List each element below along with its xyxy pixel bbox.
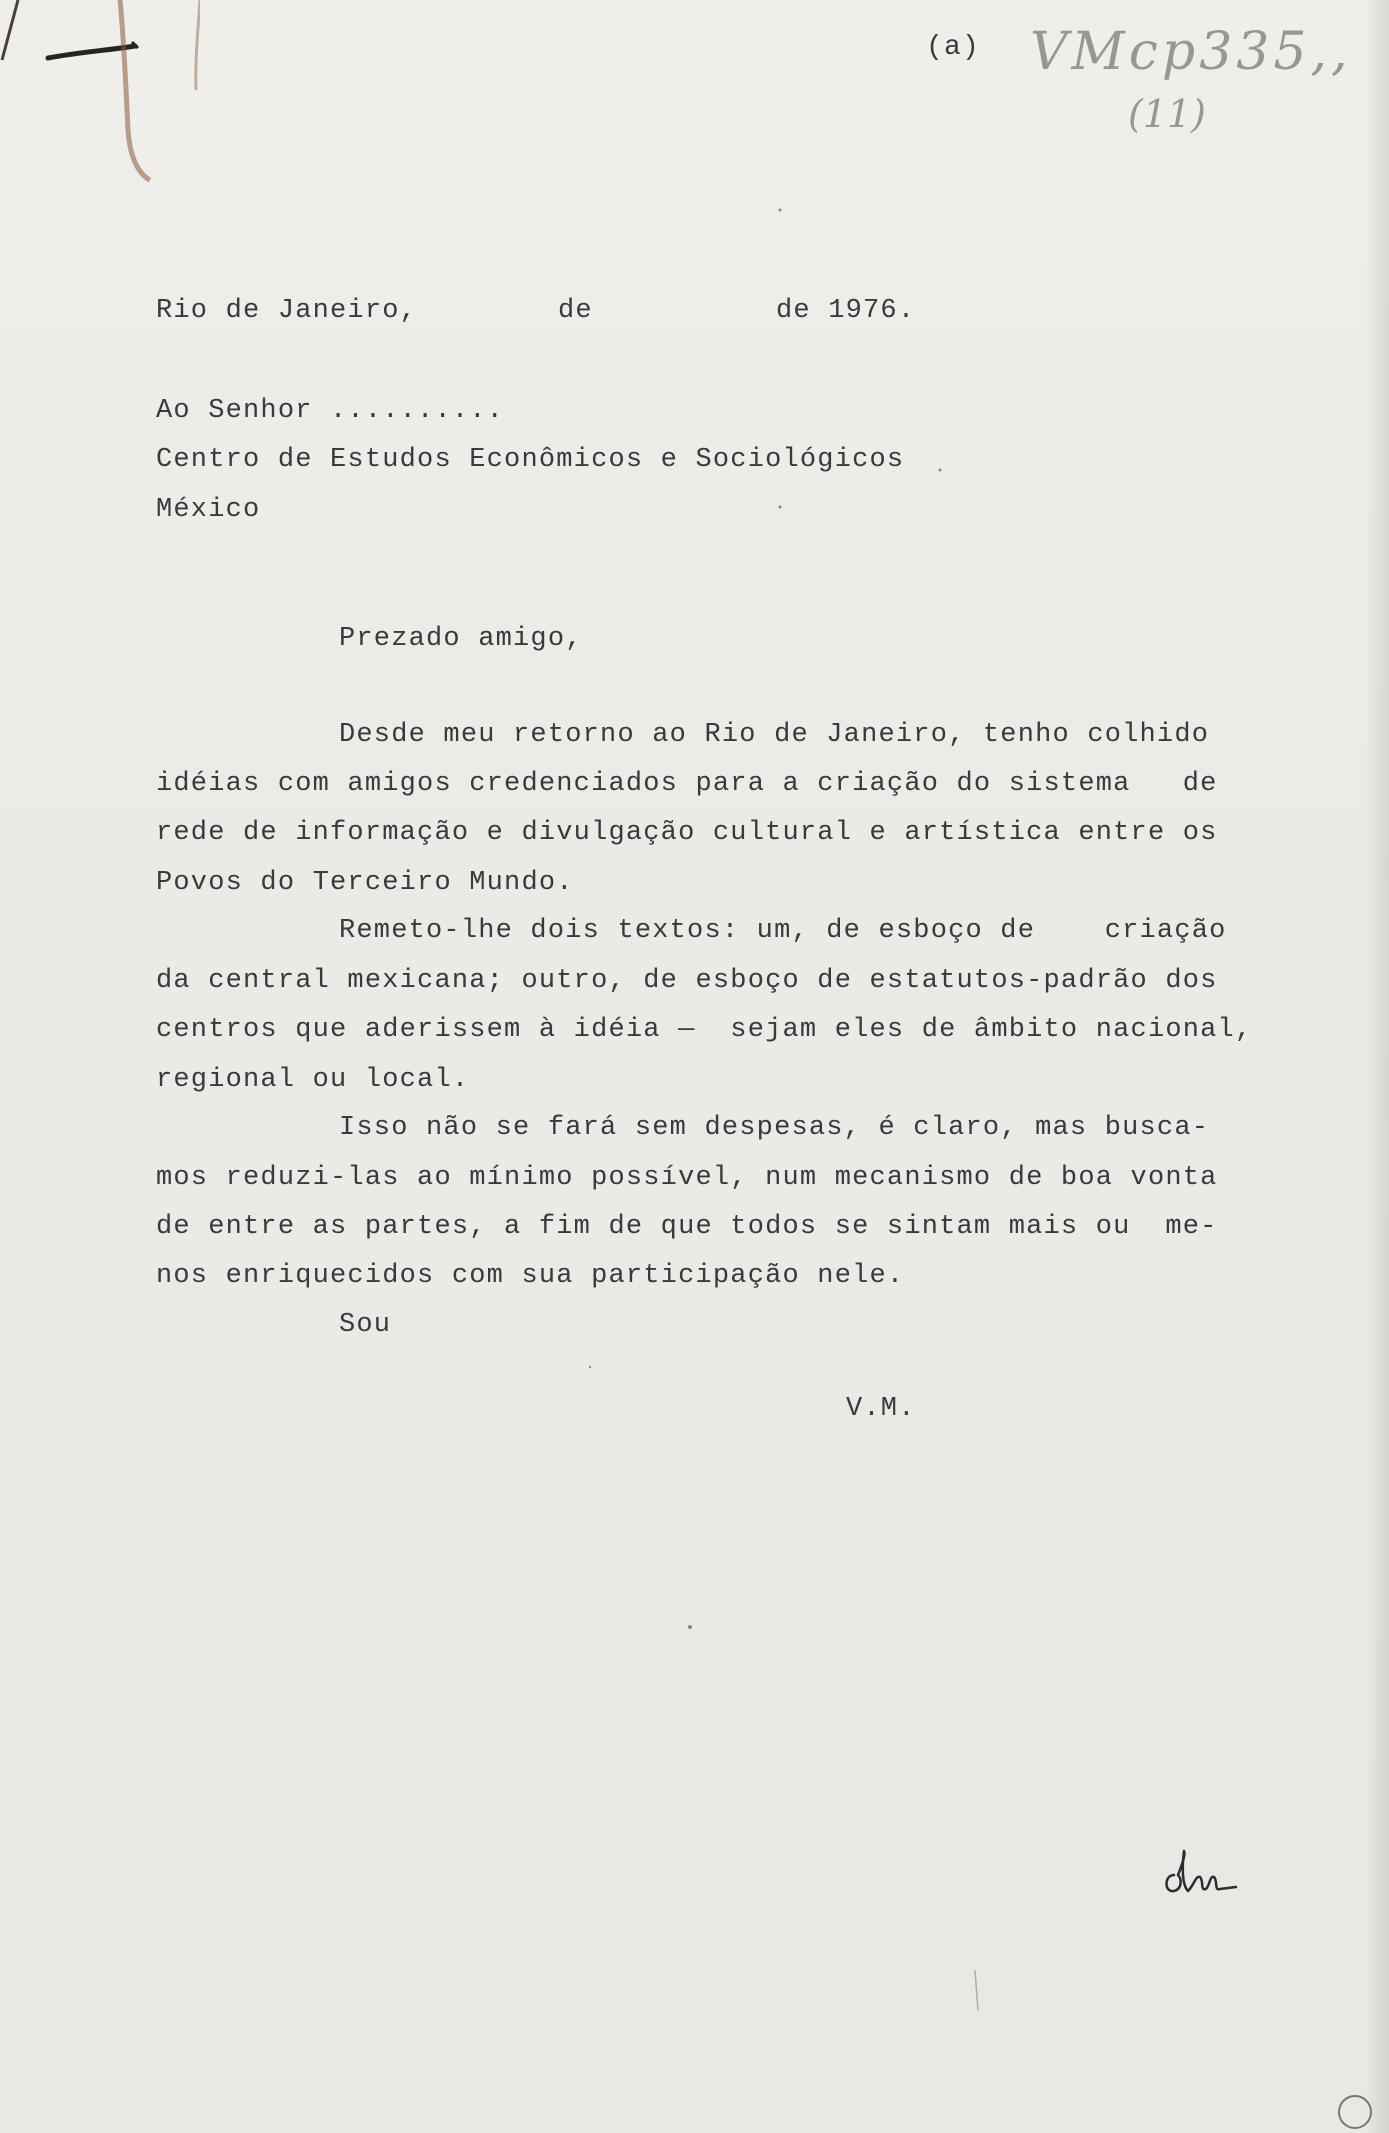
country-line: México [156,495,261,525]
body-line: Povos do Terceiro Mundo. [156,868,574,898]
body-line: Desde meu retorno ao Rio de Janeiro, tenho colhido [339,720,1210,750]
salutation: Prezado amigo, [339,624,583,654]
body-line: Sou [339,1310,392,1340]
archive-subreference: (11) [1128,92,1207,136]
date-year-text: de 1976. [776,296,916,326]
date-de-text: de [558,296,593,326]
body-line: centros que aderissem à idéia — sejam eles de âmbito nacional, [156,1015,1253,1045]
place-text: Rio de Janeiro, [156,296,418,326]
body-line: Isso não se fará sem despesas, é claro, mas busca- [339,1113,1210,1143]
organization-line: Centro de Estudos Econômicos e Sociológicos [156,445,905,475]
header-label-a: (a) [926,32,981,63]
body-line: da central mexicana; outro, de esboço de estatutos-padrão dos [156,966,1218,996]
recipient-line: Ao Senhor .......... [156,396,505,426]
signature: V.M. [846,1394,916,1424]
body-line: nos enriquecidos com sua participação nele. [156,1261,905,1291]
body-line: rede de informação e divulgação cultural e artística entre os [156,818,1218,848]
body-line: mos reduzi-las ao mínimo possível, num mecanismo de boa vonta [156,1163,1218,1193]
body-line: de entre as partes, a fim de que todos se sintam mais ou me- [156,1212,1218,1242]
body-line: Remeto-lhe dois textos: um, de esboço de criação [339,916,1227,946]
archive-reference: VMcp335,, [1030,22,1352,82]
body-line: idéias com amigos credenciados para a criação do sistema de [156,769,1218,799]
body-line: regional ou local. [156,1065,470,1095]
